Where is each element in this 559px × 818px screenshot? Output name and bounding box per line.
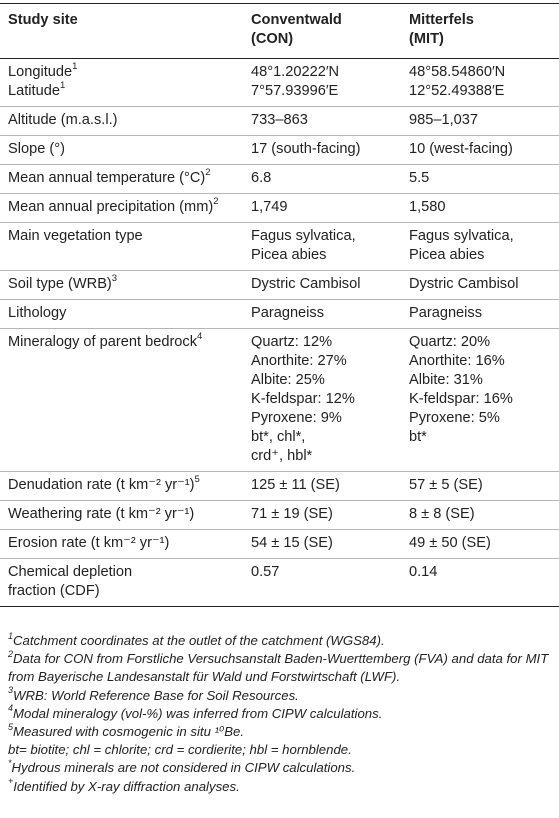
table-row bbox=[0, 194, 559, 223]
table-row bbox=[0, 472, 559, 501]
row-label: Chemical depletion fraction (CDF) bbox=[8, 564, 133, 599]
table-row bbox=[0, 59, 559, 83]
mitterfels-value: Paragneiss bbox=[409, 305, 483, 321]
table-row bbox=[0, 530, 559, 559]
row-label: Mean annual temperature $(^\circ C)^2$ bbox=[8, 167, 211, 186]
header-mitterfels: Mitterfels (MIT) bbox=[409, 12, 474, 47]
table-row bbox=[0, 82, 559, 107]
table-row bbox=[0, 329, 559, 472]
header-study-site: Study site bbox=[8, 12, 78, 28]
conventwald-value: Dystric Cambisol bbox=[251, 276, 361, 292]
footnote: $^3$WRB: World Reference Base for Soil Resources. bbox=[8, 685, 299, 703]
mitterfels-value: 10 (west-facing) bbox=[409, 141, 513, 157]
mitterfels-value: 57 ± 5 (SE) bbox=[409, 477, 483, 493]
mitterfels-value: 985–1,037 bbox=[409, 112, 478, 128]
table-row bbox=[0, 300, 559, 329]
table-row bbox=[0, 559, 559, 607]
row-label: Longitude$^1$ bbox=[8, 61, 78, 80]
row-label: Latitude$^1$ bbox=[8, 80, 66, 99]
table-row bbox=[0, 501, 559, 530]
mitterfels-value: 1,580 bbox=[409, 199, 446, 215]
mitterfels-value: 12°52.49388′E bbox=[409, 83, 505, 99]
table-row bbox=[0, 223, 559, 271]
table-row bbox=[0, 136, 559, 165]
table-row bbox=[0, 107, 559, 136]
footnote: $^4$Modal mineralogy (vol-%) was inferred from CIPW calculations. bbox=[8, 703, 383, 721]
conventwald-value: 0.57 bbox=[251, 564, 280, 580]
mitterfels-value: 8 ± 8 (SE) bbox=[409, 506, 475, 522]
row-label: Mineralogy of parent bedrock$^4$ bbox=[8, 331, 203, 350]
conventwald-value: 71 ± 19 (SE) bbox=[251, 506, 333, 522]
mitterfels-value: 48°58.54860′N bbox=[409, 64, 506, 80]
footnote: bt= biotite; chl = chlorite; crd = cordierite; hbl = hornblende. bbox=[8, 742, 352, 758]
conventwald-value: 125 ± 11 (SE) bbox=[251, 477, 340, 493]
row-label: Erosion rate (t km⁻² yr⁻¹) bbox=[8, 535, 170, 551]
footnote: *Hydrous minerals are not considered in CIPW calculations. bbox=[8, 758, 356, 776]
mitterfels-value: Dystric Cambisol bbox=[409, 276, 519, 292]
row-label: Lithology bbox=[8, 305, 67, 321]
conventwald-value: 6.8 bbox=[251, 170, 272, 186]
table-body bbox=[0, 59, 559, 607]
mitterfels-value: Quartz: 20% Anorthite: 16% Albite: 31% K-feldspar: 16% Pyroxene: 5% bt* bbox=[409, 334, 513, 445]
row-label: Mean annual precipitation (mm)$^2$ bbox=[8, 196, 219, 215]
header-row bbox=[0, 4, 559, 59]
row-label: Soil type (WRB)$^3$ bbox=[8, 273, 118, 292]
table-row bbox=[0, 271, 559, 300]
row-label: Weathering rate (t km⁻² yr⁻¹) bbox=[8, 506, 195, 522]
conventwald-value: 54 ± 15 (SE) bbox=[251, 535, 333, 551]
footnote: $^1$Catchment coordinates at the outlet of the catchment (WGS84). bbox=[8, 630, 385, 648]
mitterfels-value: 5.5 bbox=[409, 170, 430, 186]
conventwald-value: 17 (south-facing) bbox=[251, 141, 361, 157]
mitterfels-value: Fagus sylvatica, Picea abies bbox=[409, 228, 514, 263]
conventwald-value: Fagus sylvatica, Picea abies bbox=[251, 228, 356, 263]
header-conventwald: Conventwald (CON) bbox=[251, 12, 342, 47]
table-footnotes bbox=[8, 632, 556, 796]
row-label: Denudation rate (t km⁻² yr⁻¹)$^5$ bbox=[8, 474, 200, 493]
study-site-table bbox=[0, 3, 559, 607]
conventwald-value: 1,749 bbox=[251, 199, 288, 215]
conventwald-value: 7°57.93996′E bbox=[251, 83, 339, 99]
footnote: $^2$Data for CON from Forstliche Versuchsanstalt Baden-Wuerttemberg (FVA) and data for MIT from Bayerische Landesanstalt für Wald und Forstwirtschaft (LWF). bbox=[8, 648, 549, 685]
table-row bbox=[0, 165, 559, 194]
footnote: $^5$Measured with cosmogenic in situ ¹⁰Be. bbox=[8, 721, 245, 740]
conventwald-value: 733–863 bbox=[251, 112, 308, 128]
conventwald-value: 48°1.20222′N bbox=[251, 64, 340, 80]
mitterfels-value: 49 ± 50 (SE) bbox=[409, 535, 491, 551]
row-label: Main vegetation type bbox=[8, 228, 143, 244]
conventwald-value: Paragneiss bbox=[251, 305, 325, 321]
row-label: Slope (°) bbox=[8, 141, 65, 157]
mitterfels-value: 0.14 bbox=[409, 564, 438, 580]
row-label: Altitude (m.a.s.l.) bbox=[8, 112, 118, 128]
footnote: +Identified by X-ray diffraction analyses. bbox=[8, 776, 240, 794]
conventwald-value: Quartz: 12% Anorthite: 27% Albite: 25% K-feldspar: 12% Pyroxene: 9% bt*, chl*, crd⁺, hbl* bbox=[251, 334, 355, 464]
